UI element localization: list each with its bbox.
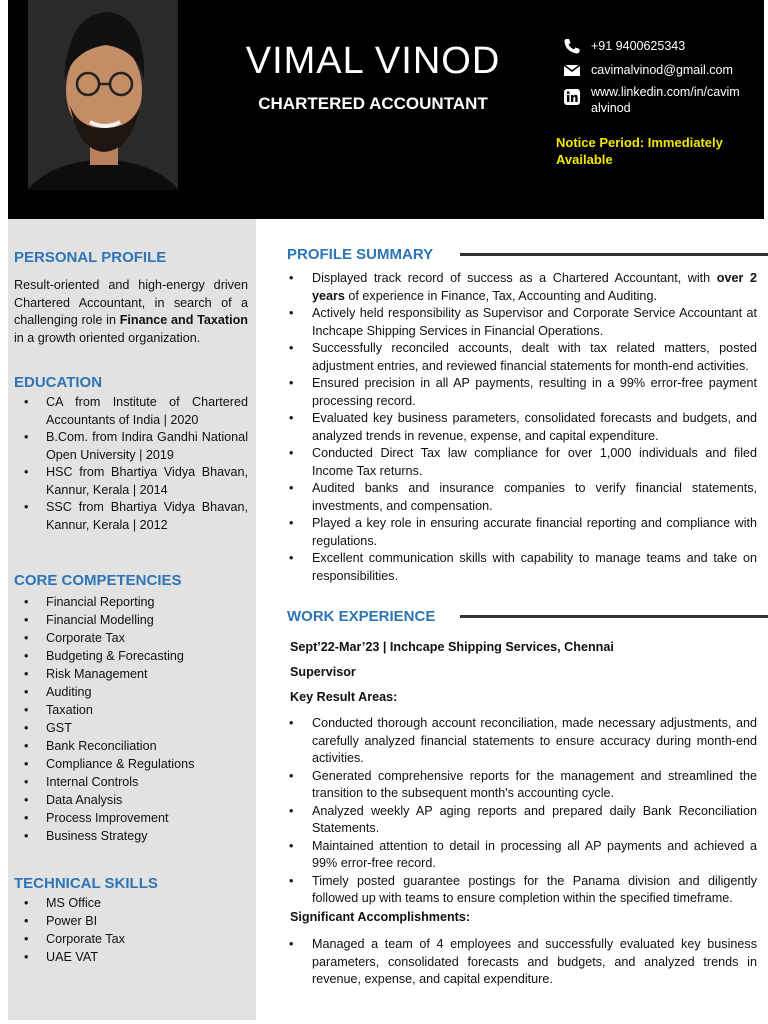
list-item: • Excellent communication skills with capability to manage teams and take on responsibilities. xyxy=(287,550,757,585)
list-item: • UAE VAT xyxy=(14,948,250,966)
kra-list xyxy=(287,715,757,908)
job-role: Supervisor xyxy=(290,665,356,679)
summary-text-bold: over 2 years xyxy=(312,271,758,303)
mail-icon xyxy=(563,62,581,78)
list-item: • Budgeting & Forecasting xyxy=(14,647,250,665)
list-item: • GST xyxy=(14,719,250,737)
accomplishments-list xyxy=(287,936,757,989)
core-competencies-heading: CORE COMPETENCIES xyxy=(14,572,182,589)
list-item: • Successfully reconciled accounts, dealt with tax related matters, posted adjustment entries, and reviewed financial statements for month-end activities. xyxy=(287,340,757,375)
technical-skills-list xyxy=(14,894,250,966)
notice-period xyxy=(556,134,746,168)
list-item: • CA from Institute of Chartered Accountants of India | 2020 xyxy=(14,394,248,429)
summary-text-part: of experience in Finance, Tax, Accounting and Auditing. xyxy=(344,288,657,303)
job-period: Sept’22-Mar’23 | Inchcape Shipping Services, Chennai xyxy=(290,640,614,654)
list-item: • HSC from Bhartiya Vidya Bhavan, Kannur, Kerala | 2014 xyxy=(14,464,248,499)
profile-text-bold: Finance and Taxation xyxy=(119,313,248,327)
profile-photo xyxy=(28,0,178,190)
list-item: • Conducted Direct Tax law compliance for over 1,000 individuals and filed Income Tax returns. xyxy=(287,445,757,480)
contact-phone xyxy=(563,38,685,54)
list-item: • Played a key role in ensuring accurate financial reporting and compliance with regulations. xyxy=(287,515,757,550)
summary-text-part: Displayed track record of success as a Chartered Accountant, with xyxy=(312,271,717,285)
list-item: • Risk Management xyxy=(14,665,250,683)
list-item xyxy=(287,270,757,305)
profile-summary-list xyxy=(287,270,757,585)
list-item: • Ensured precision in all AP payments, resulting in a 99% error-free payment processing record. xyxy=(287,375,757,410)
candidate-name: VIMAL VINOD xyxy=(245,40,501,82)
list-item: • Internal Controls xyxy=(14,773,250,791)
list-item: • Power BI xyxy=(14,912,250,930)
list-item: • Bank Reconciliation xyxy=(14,737,250,755)
core-competencies-list xyxy=(14,593,250,845)
work-experience-heading: WORK EXPERIENCE xyxy=(287,608,436,625)
education-list xyxy=(14,394,248,534)
sidebar xyxy=(8,219,256,1020)
personal-profile-heading: PERSONAL PROFILE xyxy=(14,249,167,266)
linkedin-icon xyxy=(563,89,581,105)
list-item: • Actively held responsibility as Supervisor and Corporate Service Accountant at Inchcape Shipping Services in Financial Operations. xyxy=(287,305,757,340)
list-item: • Analyzed weekly AP aging reports and prepared daily Bank Reconciliation Statements. xyxy=(287,803,757,838)
list-item: • Taxation xyxy=(14,701,250,719)
list-item: • Conducted thorough account reconciliation, made necessary adjustments, and carefully analyzed financial statements to ensure accuracy during month-end activities. xyxy=(287,715,757,768)
list-item: • Managed a team of 4 employees and successfully evaluated key business parameters, consolidated forecasts and budgets, and analyzed trends in revenue, expense, and capital expenditure. xyxy=(287,936,757,989)
email-text[interactable]: cavimalvinod@gmail.com xyxy=(591,63,733,77)
accomplishments-label: Significant Accomplishments: xyxy=(290,910,471,924)
contact-email xyxy=(563,62,733,78)
list-item: • Compliance & Regulations xyxy=(14,755,250,773)
list-item: • Timely posted guarantee postings for the Panama division and diligently followed up with teams to ensure completion within the specified timeframe. xyxy=(287,873,757,908)
technical-skills-heading: TECHNICAL SKILLS xyxy=(14,875,158,892)
kra-label: Key Result Areas: xyxy=(290,690,398,704)
phone-icon xyxy=(563,38,581,54)
list-item: • Generated comprehensive reports for the management and streamlined the transition to the subsequent month's accounting cycle. xyxy=(287,768,757,803)
list-item: • Maintained attention to detail in processing all AP payments and achieved a 99% error-free record. xyxy=(287,838,757,873)
education-heading: EDUCATION xyxy=(14,374,103,391)
list-item: • Corporate Tax xyxy=(14,930,250,948)
list-item: • Audited banks and insurance companies to verify financial statements, investments, and compensation. xyxy=(287,480,757,515)
list-item: • Auditing xyxy=(14,683,250,701)
section-divider xyxy=(460,253,768,256)
list-item: • Evaluated key business parameters, consolidated forecasts and budgets, and analyzed trends in revenue, expense, and capital expenditure. xyxy=(287,410,757,445)
notice-line-2: Available xyxy=(556,152,613,167)
notice-line-1: Notice Period: Immediately xyxy=(556,135,723,150)
linkedin-text[interactable] xyxy=(591,84,740,116)
profile-summary-heading: PROFILE SUMMARY xyxy=(287,246,434,263)
list-item: • MS Office xyxy=(14,894,250,912)
linkedin-line-1: www.linkedin.com/in/cavim xyxy=(591,85,740,99)
candidate-title: CHARTERED ACCOUNTANT xyxy=(258,94,488,113)
list-item: • SSC from Bhartiya Vidya Bhavan, Kannur, Kerala | 2012 xyxy=(14,499,248,534)
phone-text[interactable]: +91 9400625343 xyxy=(591,39,686,53)
section-divider xyxy=(460,615,768,618)
contact-linkedin xyxy=(563,84,740,116)
list-item: • Corporate Tax xyxy=(14,629,250,647)
list-item: • Financial Modelling xyxy=(14,611,250,629)
profile-text-part: Result-oriented and high-energy driven Chartered Accountant, in search of a challenging role in xyxy=(14,278,248,327)
personal-profile-text xyxy=(14,277,248,347)
list-item: • Process Improvement xyxy=(14,809,250,827)
linkedin-line-2: alvinod xyxy=(591,101,631,115)
list-item: • B.Com. from Indira Gandhi National Open University | 2019 xyxy=(14,429,248,464)
profile-text-part: in a growth oriented organization. xyxy=(14,330,201,345)
list-item: • Data Analysis xyxy=(14,791,250,809)
list-item: • Business Strategy xyxy=(14,827,250,845)
list-item: • Financial Reporting xyxy=(14,593,250,611)
